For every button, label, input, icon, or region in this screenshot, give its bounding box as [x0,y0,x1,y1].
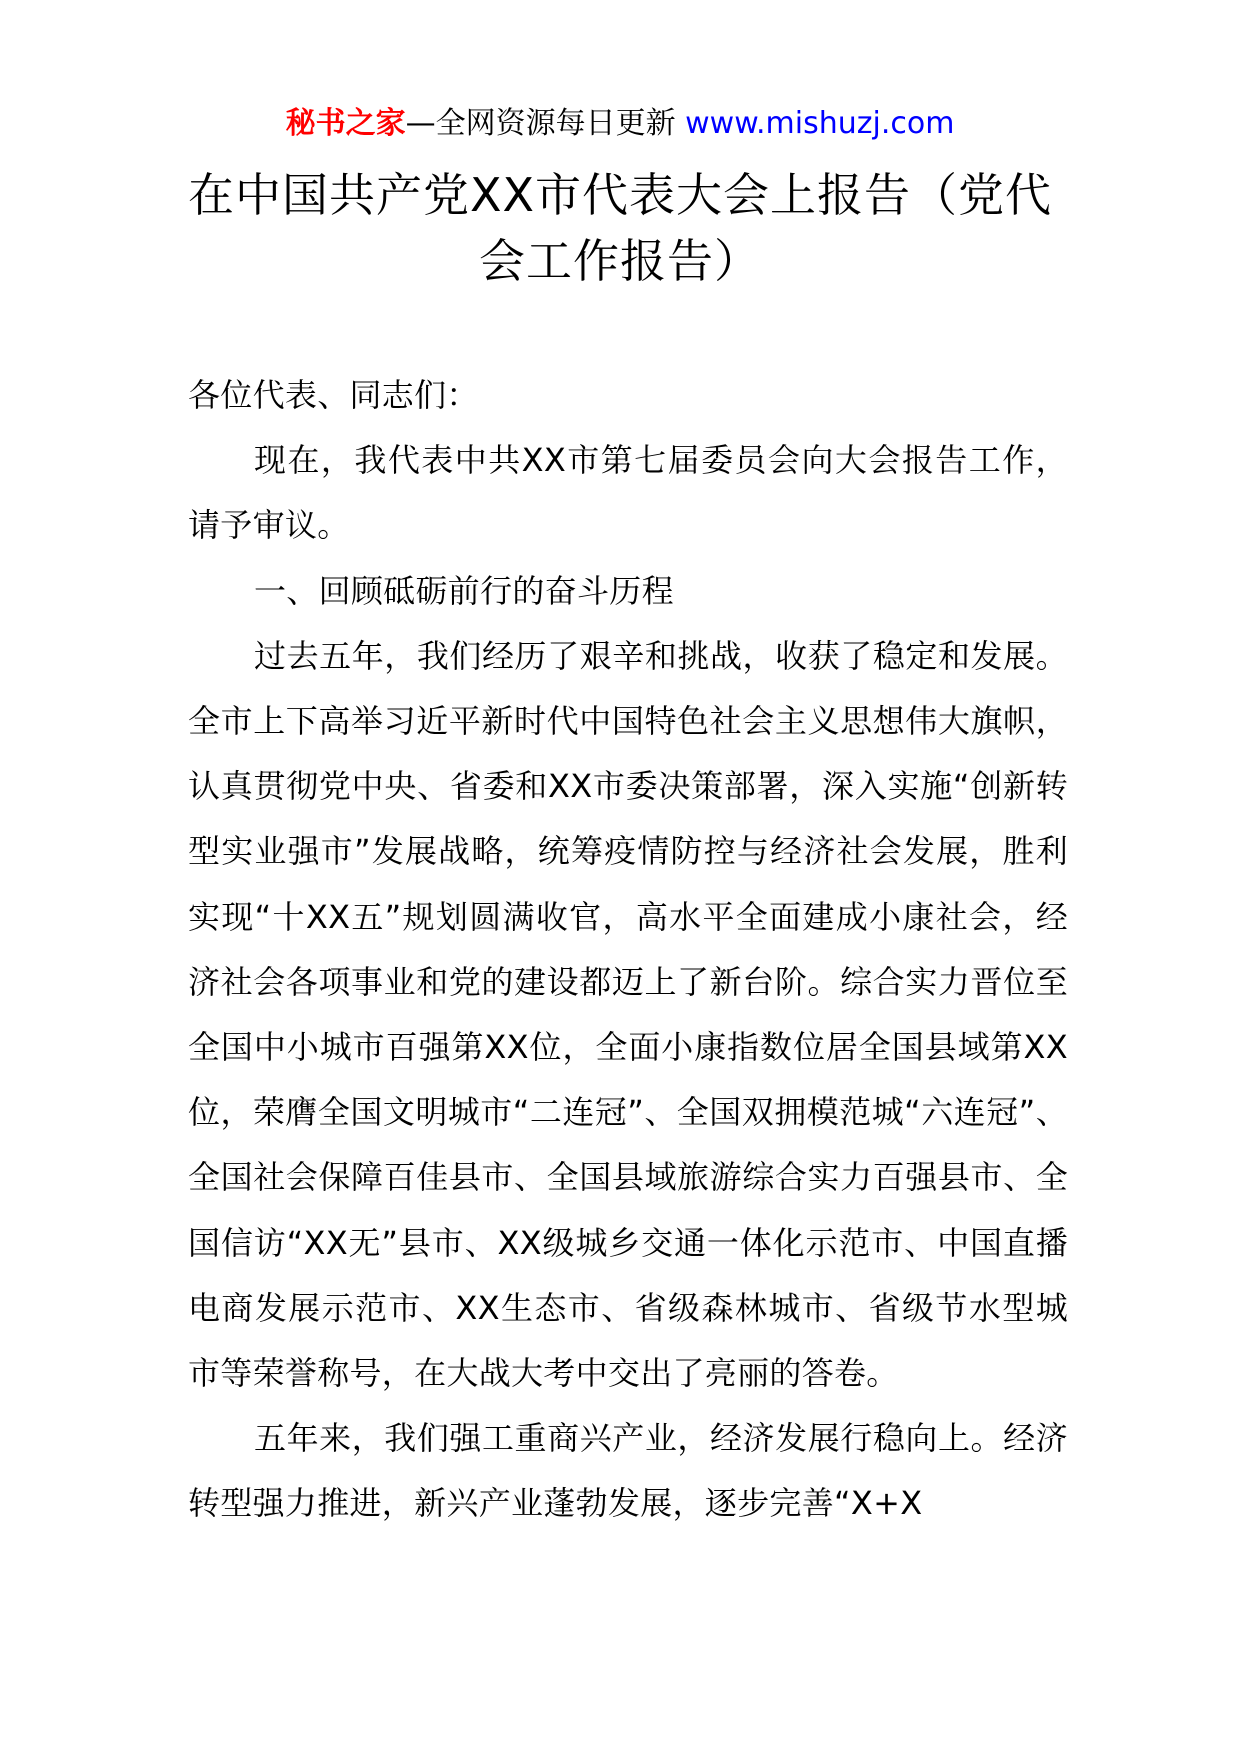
body-paragraph: 过去五年，我们经历了艰辛和挑战，收获了稳定和发展。全市上下高举习近平新时代中国特色社会主义思想伟大旗帜，认真贯彻党中央、省委和XX市委决策部署，深入实施“创新转型实业强市”发展战略，统筹疫情防控与经济社会发展，胜利实现“十XX五”规划圆满收官，高水平全面建成小康社会，经济社会各项事业和党的建设都迈上了新台阶。综合实力晋位至全国中小城市百强第XX位，全面小康指数位居全国县域第XX位，荣膺全国文明城市“二连冠”、全国双拥模范城“六连冠”、全国社会保障百佳县市、全国县域旅游综合实力百强县市、全国信访“XX无”县市、XX级城乡交通一体化示范市、中国直播电商发展示范市、XX生态市、省级森林城市、省级节水型城市等荣誉称号，在大战大考中交出了亮丽的答卷。 [188,636,1068,1393]
document-body [188,363,1068,1537]
salutation-paragraph: 各位代表、同志们： [188,376,479,414]
body-paragraph: 五年来，我们强工重商兴产业，经济发展行稳向上。经济转型强力推进，新兴产业蓬勃发展，逐步完善“X+X [188,1419,1068,1523]
document-title: 在中国共产党XX市代表大会上报告（党代会工作报告） [187,168,1053,288]
banner-brand: 秘书之家 [285,106,406,141]
opening-paragraph: 现在，我代表中共XX市第七届委员会向大会报告工作，请予审议。 [188,441,1068,545]
banner-tagline: —全网资源每日更新 [405,106,686,141]
section-heading: 一、回顾砥砺前行的奋斗历程 [254,571,674,610]
site-banner [0,104,1240,144]
banner-url-link[interactable]: www.mishuzj.com [685,106,955,141]
